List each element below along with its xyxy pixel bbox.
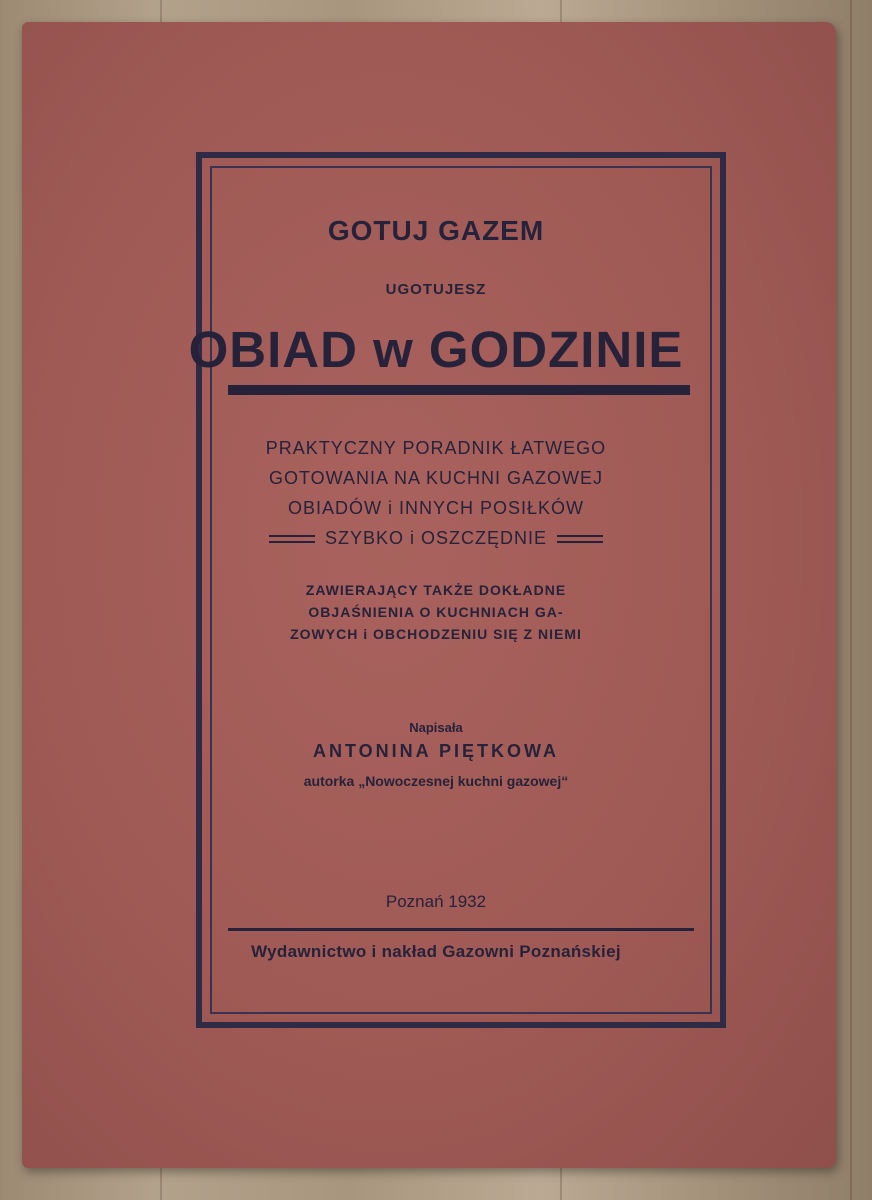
double-rule-right bbox=[557, 535, 603, 543]
main-title: OBIAD w GODZINIE bbox=[188, 321, 684, 378]
written-by: Napisała bbox=[409, 720, 463, 735]
subtitle-line-4-row bbox=[0, 528, 872, 549]
note-line-2: OBJAŚNIENIA O KUCHNIACH GA- bbox=[308, 604, 564, 620]
subtitle-line-1: PRAKTYCZNY PORADNIK ŁATWEGO bbox=[265, 438, 607, 458]
place-year: Poznań 1932 bbox=[385, 892, 487, 911]
subtitle-line-4: SZYBKO i OSZCZĘDNIE bbox=[324, 528, 548, 548]
publisher-rule bbox=[228, 928, 694, 931]
note-line-3: ZOWYCH i OBCHODZENIU SIĘ Z NIEMI bbox=[290, 626, 582, 642]
author-note: autorka „Nowoczesnej kuchni gazowej“ bbox=[303, 773, 569, 789]
title-underline bbox=[228, 385, 690, 395]
subtitle-line-3: OBIADÓW i INNYCH POSIŁKÓW bbox=[287, 498, 585, 518]
double-rule-left bbox=[269, 535, 315, 543]
subtitle-line-2: GOTOWANIA NA KUCHNI GAZOWEJ bbox=[268, 468, 604, 488]
wood-grain-line bbox=[850, 0, 852, 1200]
publisher: Wydawnictwo i nakład Gazowni Poznańskiej bbox=[251, 942, 621, 961]
headline-cook-with-gas: GOTUJ GAZEM bbox=[327, 215, 545, 246]
headline-you-will-cook: UGOTUJESZ bbox=[385, 281, 487, 298]
note-line-1: ZAWIERAJĄCY TAKŻE DOKŁADNE bbox=[305, 582, 567, 598]
author-name: ANTONINA PIĘTKOWA bbox=[312, 741, 559, 761]
